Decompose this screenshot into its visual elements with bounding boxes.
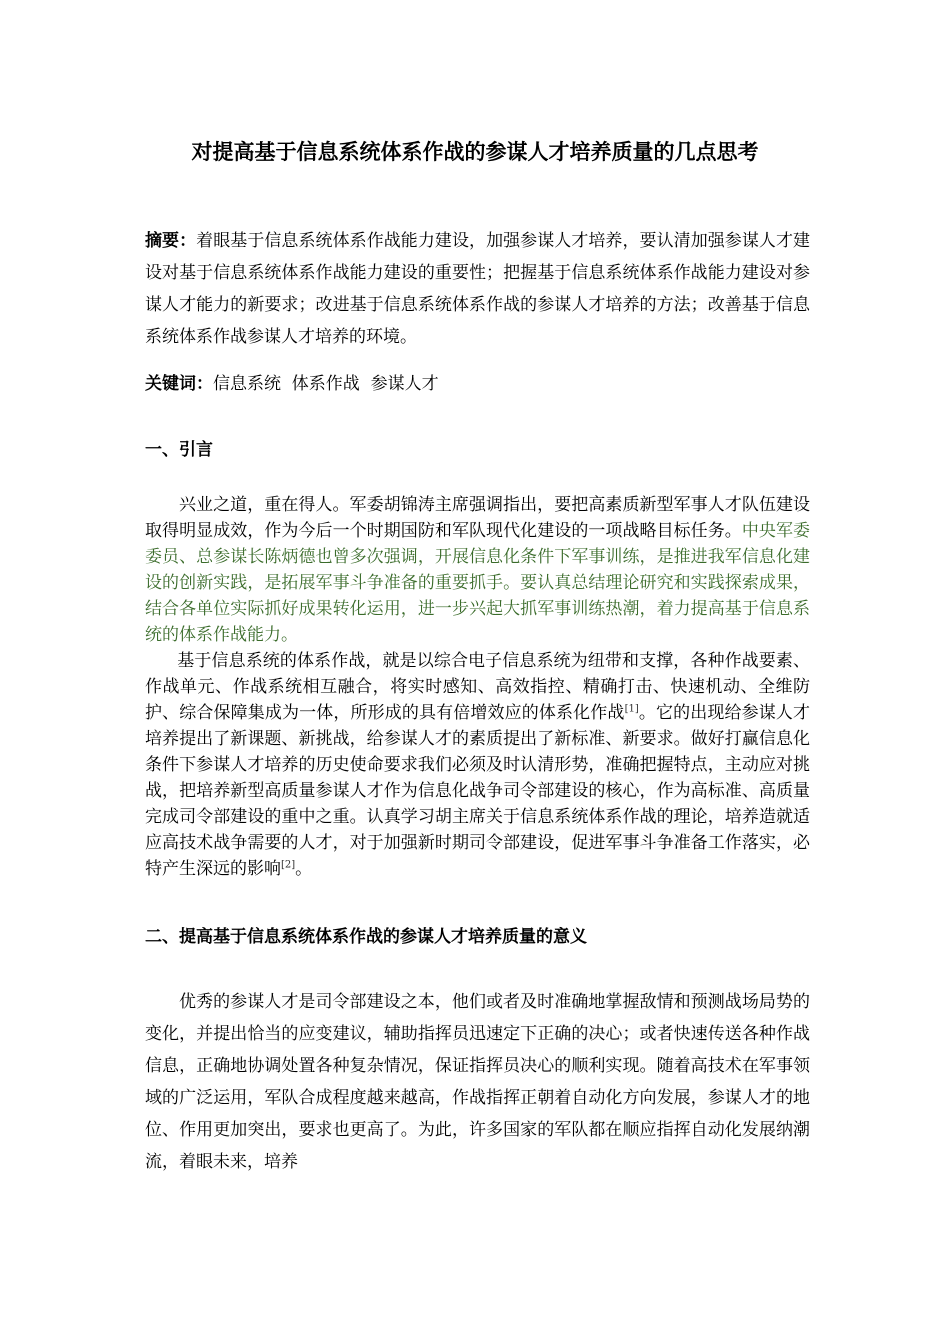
keywords-label: 关键词：	[145, 374, 213, 394]
section-heading-significance: 二、提高基于信息系统体系作战的参谋人才培养质量的意义	[145, 927, 587, 947]
section-heading-introduction: 一、引言	[145, 440, 213, 460]
intro-paragraph-1	[145, 492, 810, 648]
document-title: 对提高基于信息系统体系作战的参谋人才培养质量的几点思考	[191, 140, 759, 164]
intro-paragraph-1-part1: 兴业之道，重在得人。军委胡锦涛主席强调指出，要把高素质新型军事人才队伍建设取得明显成效，作为今后一个时期国防和军队现代化建设的一项战略目标任务。	[145, 495, 810, 541]
keywords	[145, 370, 810, 398]
intro-paragraph-2	[145, 648, 810, 882]
significance-paragraph-1: 优秀的参谋人才是司令部建设之本，他们或者及时准确地掌握敌情和预测战场局势的变化，并提出恰当的应变建议，辅助指挥员迅速定下正确的决心；或者快速传送各种作战信息，正确地协调处置各种复杂情况，保证指挥员决心的顺利实现。随着高技术在军事领域的广泛运用，军队合成程度越来越高，作战指挥正朝着自动化方向发展，参谋人才的地位、作用更加突出，要求也更高了。为此，许多国家的军队都在顺应指挥自动化发展纳潮流，着眼未来，培养	[145, 992, 810, 1172]
intro-paragraph-1-part2: 中央军委委员、总参谋长陈炳德也曾多次强调，开展信息化条件下军事训练，是推进我军信息化建设的创新实践，是拓展军事斗争准备的重要抓手。要认真总结理论研究和实践探索成果，结合各单位实际抓好成果转化运用，进一步兴起大抓军事训练热潮，着力提高基于信息系统的体系作战能力。	[145, 521, 811, 645]
intro-paragraph-2-part3: 。	[295, 859, 313, 879]
intro-paragraph-2-part2: 。它的出现给参谋人才培养提出了新课题、新挑战，给参谋人才的素质提出了新标准、新要求。做好打赢信息化条件下参谋人才培养的历史使命要求我们必须及时认清形势，准确把握特点，主动应对挑战，把培养新型高质量参谋人才作为信息化战争司令部建设的核心，作为高标准、高质量完成司令部建设的重中之重。认真学习胡主席关于信息系统体系作战的理论，培养造就适应高技术战争需要的人才，对于加强新时期司令部建设，促进军事斗争准备工作落实，必特产生深远的影响	[145, 703, 811, 879]
intro-paragraph-2-part1: 基于信息系统的体系作战，就是以综合电子信息系统为纽带和支撑，各种作战要素、作战单元、作战系统相互融合，将实时感知、高效指控、精确打击、快速机动、全维防护、综合保障集成为一体，所形成的具有倍增效应的体系化作战	[145, 651, 810, 723]
keywords-text: 信息系统 体系作战 参谋人才	[213, 374, 439, 394]
citation-2[interactable]: [2]	[281, 859, 296, 871]
abstract	[145, 225, 810, 353]
abstract-text: 着眼基于信息系统体系作战能力建设，加强参谋人才培养，要认清加强参谋人才建设对基于信息系统体系作战能力建设的重要性；把握基于信息系统体系作战能力建设对参谋人才能力的新要求；改进基于信息系统体系作战的参谋人才培养的方法；改善基于信息系统体系作战参谋人才培养的环境。	[145, 231, 811, 347]
citation-1[interactable]: [1]	[624, 703, 639, 715]
abstract-label: 摘要：	[145, 231, 197, 251]
